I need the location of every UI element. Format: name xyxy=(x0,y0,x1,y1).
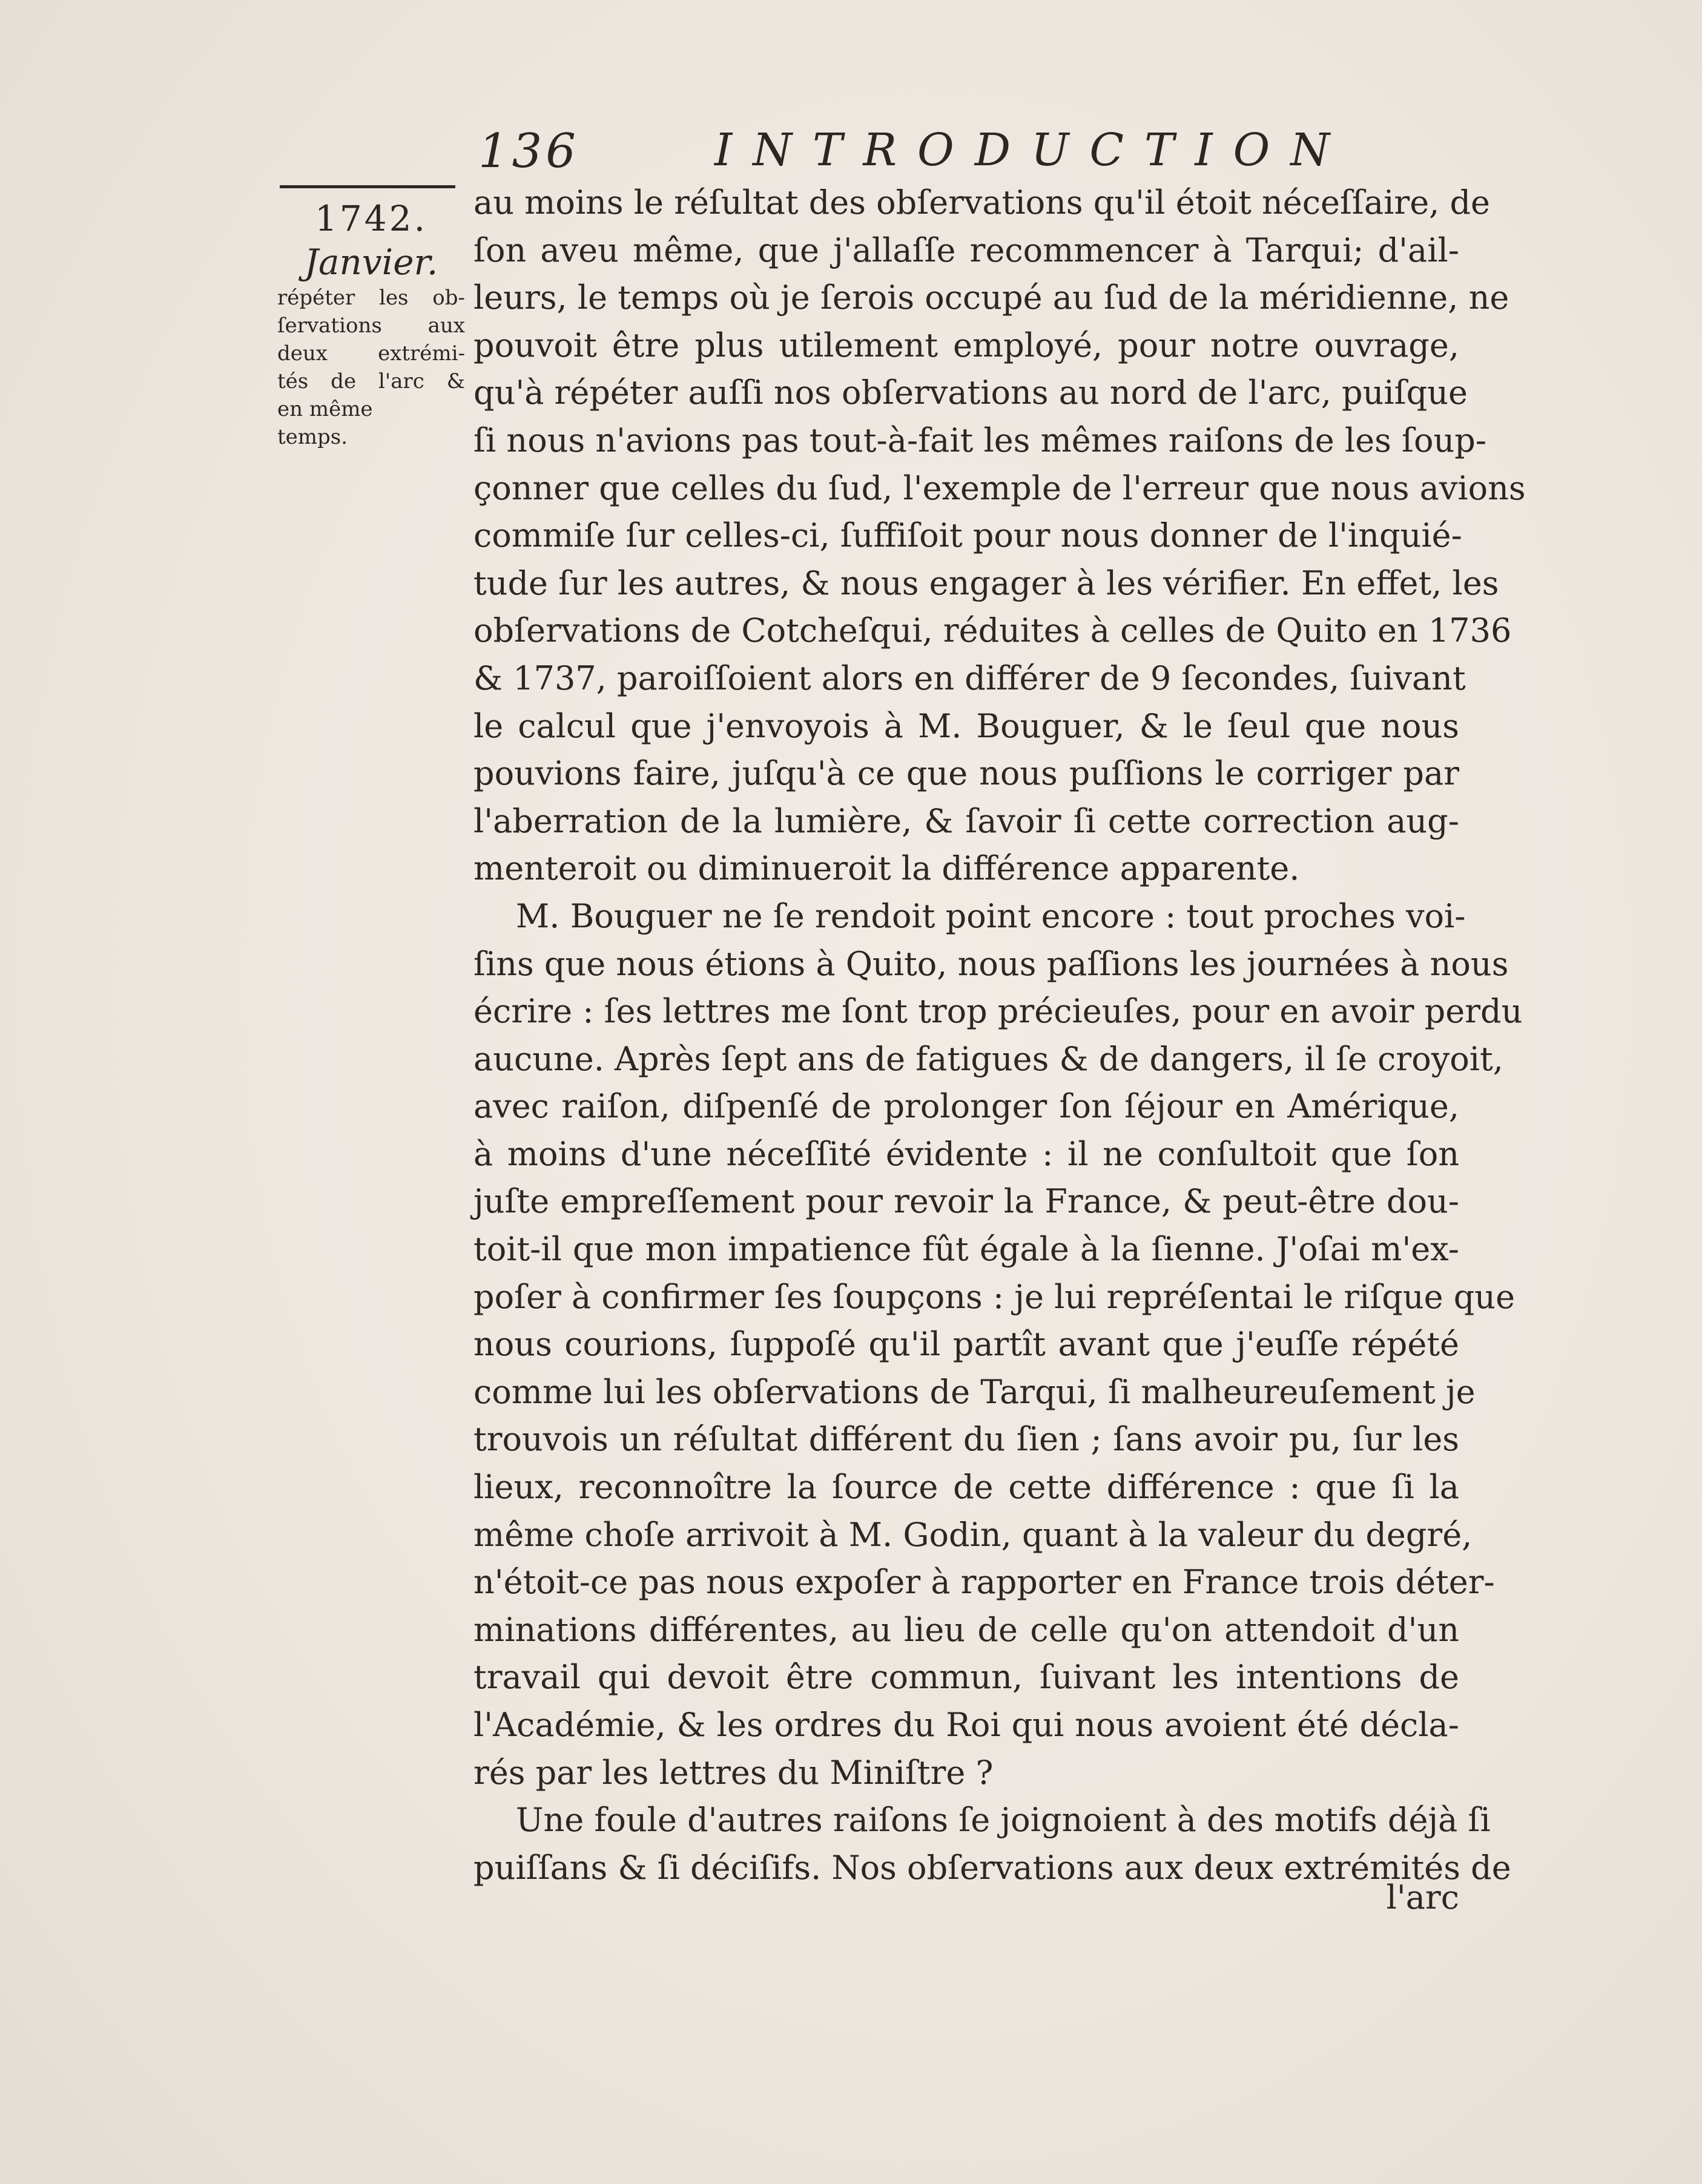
marginal-year: 1742. xyxy=(314,198,428,239)
body-line: ſins que nous étions à Quito, nous paſſions les journées à nous xyxy=(473,944,1509,983)
body-line: au moins le réſultat des obſervations qu'il étoit néceſſaire, de xyxy=(473,183,1491,222)
marginal-note-line: deux extrémi- xyxy=(277,341,465,366)
marginal-note-line: répéter les ob- xyxy=(277,286,465,310)
body-line: Une foule d'autres raiſons ſe joignoient à des motifs déjà ſi xyxy=(516,1801,1491,1840)
body-line: n'étoit-ce pas nous expoſer à rapporter en France trois déter- xyxy=(473,1563,1495,1602)
body-line: le calcul que j'envoyois à M. Bouguer, & le ſeul que nous xyxy=(473,706,1459,745)
body-line: & 1737, paroiſſoient alors en différer de 9 ſecondes, ſuivant xyxy=(473,659,1466,697)
body-line: leurs, le temps où je ſerois occupé au ſud de la méridienne, ne xyxy=(473,278,1509,317)
marginal-note-line: en même xyxy=(277,397,373,421)
body-line: pouvoit être plus utilement employé, pour notre ouvrage, xyxy=(473,326,1459,364)
marginal-note-line: ſervations aux xyxy=(277,314,465,338)
body-line: l'aberration de la lumière, & ſavoir ſi cette correction aug- xyxy=(473,801,1459,840)
body-line: M. Bouguer ne ſe rendoit point encore : tout proches voi- xyxy=(516,896,1466,935)
marginal-note-line: tés de l'arc & xyxy=(277,369,465,393)
body-line: lieux, reconnoître la ſource de cette différence : que ſi la xyxy=(473,1468,1459,1507)
body-line: ſi nous n'avions pas tout-à-fait les mêmes raiſons de les ſoup- xyxy=(473,421,1487,459)
body-line: tude ſur les autres, & nous engager à les vérifier. En effet, les xyxy=(473,564,1499,602)
body-line: puiſſans & ſi déciſifs. Nos obſervations aux deux extrémités de xyxy=(473,1848,1511,1887)
body-line: qu'à répéter auſſi nos obſervations au nord de l'arc, puiſque xyxy=(473,373,1468,412)
body-line: écrire : ſes lettres me ſont trop précieuſes, pour en avoir perdu xyxy=(473,992,1523,1031)
body-line: nous courions, ſuppoſé qu'il partît avant que j'euſſe répété xyxy=(473,1325,1459,1364)
marginal-note-line: temps. xyxy=(277,425,348,449)
body-line: menteroit ou diminueroit la différence apparente. xyxy=(473,849,1300,888)
body-line: pouvions faire, juſqu'à ce que nous puſſions le corriger par xyxy=(473,754,1459,793)
body-line: ſon aveu même, que j'allaſſe recommencer à Tarqui; d'ail- xyxy=(473,231,1459,269)
body-line: aucune. Après ſept ans de fatigues & de dangers, il ſe croyoit, xyxy=(473,1039,1503,1078)
body-line: l'Académie, & les ordres du Roi qui nous avoient été décla- xyxy=(473,1706,1459,1744)
body-line: toit-il que mon impatience fût égale à la ſienne. J'oſai m'ex- xyxy=(473,1230,1459,1269)
body-line: minations différentes, au lieu de celle qu'on attendoit d'un xyxy=(473,1610,1459,1649)
body-line: travail qui devoit être commun, ſuivant les intentions de xyxy=(473,1658,1459,1697)
body-line: çonner que celles du ſud, l'exemple de l'erreur que nous avions xyxy=(473,469,1526,507)
marginal-note xyxy=(277,197,465,451)
body-line: poſer à confirmer ſes ſoupçons : je lui repréſentai le riſque que xyxy=(473,1277,1516,1316)
body-text xyxy=(473,179,1526,1892)
page-number: 136 xyxy=(478,124,579,179)
body-line: rés par les lettres du Miniſtre ? xyxy=(473,1753,994,1792)
body-line: comme lui les obſervations de Tarqui, ſi malheureuſement je xyxy=(473,1372,1476,1411)
body-line: obſervations de Cotcheſqui, réduites à celles de Quito en 1736 xyxy=(473,611,1512,650)
body-line: trouvois un réſultat différent du ſien ; ſans avoir pu, ſur les xyxy=(473,1420,1459,1459)
margin-rule xyxy=(280,185,455,188)
catchword: l'arc xyxy=(1386,1878,1459,1916)
body-line: commiſe ſur celles-ci, ſuffiſoit pour nous donner de l'inquié- xyxy=(473,516,1462,555)
marginal-month: Janvier. xyxy=(304,242,438,283)
body-line: même choſe arrivoit à M. Godin, quant à la valeur du degré, xyxy=(473,1515,1473,1554)
body-line: juſte empreſſement pour revoir la France, & peut-être dou- xyxy=(473,1182,1459,1221)
running-title: INTRODUCTION xyxy=(714,124,1351,176)
body-line: à moins d'une néceſſité évidente : il ne conſultoit que ſon xyxy=(473,1134,1459,1173)
body-line: avec raiſon, diſpenſé de prolonger ſon ſéjour en Amérique, xyxy=(473,1087,1459,1126)
